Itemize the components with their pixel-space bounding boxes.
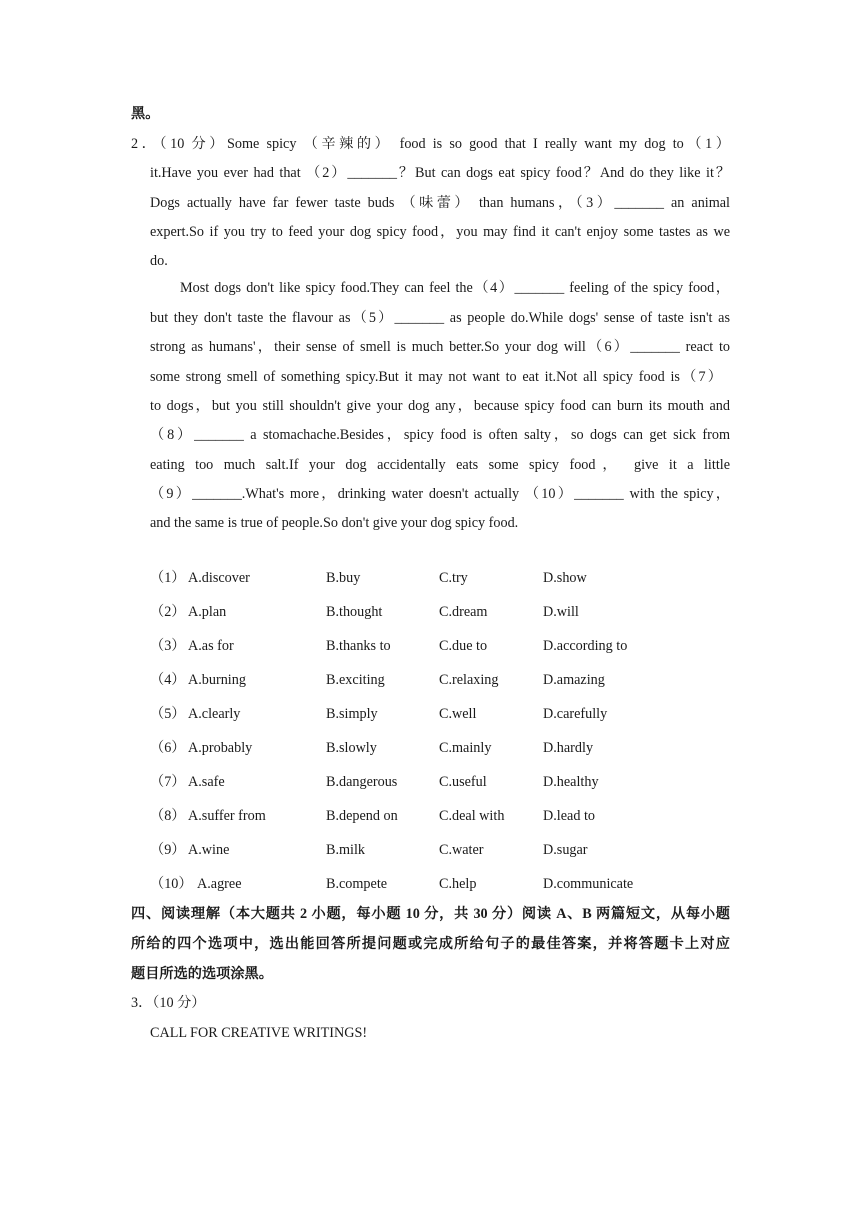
option-d: D.show xyxy=(543,570,587,586)
option-b: B.slowly xyxy=(326,740,377,756)
option-c: C.water xyxy=(439,842,484,858)
passage-line: do. xyxy=(150,253,168,269)
option-c: C.well xyxy=(439,706,477,722)
passage-line: and the same is true of people.So don't give your dog spicy food. xyxy=(150,515,519,531)
option-b: B.thanks to xyxy=(326,638,391,654)
option-c: C.due to xyxy=(439,638,488,654)
option-d: D.communicate xyxy=(543,876,634,892)
option-a: A.safe xyxy=(188,774,225,790)
option-c: C.deal with xyxy=(439,808,505,824)
option-a: A.as for xyxy=(188,638,234,654)
top-fragment: 黑。 xyxy=(131,106,160,122)
passage-line: （9）_______.What's more，drinking water doesn't actually （10）_______ with the spicy， xyxy=(150,486,730,502)
option-number: （9） xyxy=(150,842,186,858)
option-b: B.buy xyxy=(326,570,361,586)
passage-line: to dogs，but you still shouldn't give your dog any，because spicy food can burn its mouth and xyxy=(150,398,730,414)
option-b: B.milk xyxy=(326,842,366,858)
option-b: B.compete xyxy=(326,876,388,892)
option-c: C.dream xyxy=(439,604,488,620)
option-a: A.clearly xyxy=(188,706,241,722)
option-number: （8） xyxy=(150,808,186,824)
option-d: D.hardly xyxy=(543,740,594,756)
option-c: C.help xyxy=(439,876,477,892)
passage-line: Most dogs don't like spicy food.They can feel the（4）_______ feeling of the spicy food， xyxy=(180,280,730,296)
option-a: A.plan xyxy=(188,604,227,620)
option-d: D.sugar xyxy=(543,842,588,858)
option-c: C.try xyxy=(439,570,468,586)
section-4-heading: 四、阅读理解（本大题共 2 小题，每小题 10 分，共 30 分）阅读 A、B 两篇短文，从每小题 xyxy=(131,906,730,922)
passage-line: （8）_______ a stomachache.Besides，spicy food is often salty，so dogs can get sick from xyxy=(150,427,730,443)
option-b: B.dangerous xyxy=(326,774,398,790)
option-b: B.thought xyxy=(326,604,383,620)
option-a: A.agree xyxy=(197,876,242,892)
question-2-header: 2．（10 分）Some spicy （辛辣的） food is so good that I really want my dog to（1） xyxy=(131,136,730,152)
option-a: A.discover xyxy=(188,570,250,586)
option-a: A.probably xyxy=(188,740,253,756)
option-d: D.carefully xyxy=(543,706,608,722)
section-4-instructions: 所给的四个选项中，选出能回答所提问题或完成所给句子的最佳答案，并将答题卡上对应 xyxy=(131,936,730,952)
option-d: D.amazing xyxy=(543,672,605,688)
option-b: B.simply xyxy=(326,706,378,722)
option-c: C.mainly xyxy=(439,740,492,756)
option-number: （10） xyxy=(150,876,193,892)
option-a: A.burning xyxy=(188,672,246,688)
option-b: B.exciting xyxy=(326,672,385,688)
option-d: D.lead to xyxy=(543,808,596,824)
option-number: （6） xyxy=(150,740,186,756)
passage-line: expert.So if you try to feed your dog spicy food，you may find it can't enjoy some tastes as we xyxy=(150,224,730,240)
option-number: （4） xyxy=(150,672,186,688)
passage-line: it.Have you ever had that （2）_______？But can dogs eat spicy food？And do they like it？ xyxy=(150,165,731,181)
option-number: （2） xyxy=(150,604,186,620)
option-a: A.suffer from xyxy=(188,808,266,824)
option-c: C.useful xyxy=(439,774,487,790)
question-3-title: CALL FOR CREATIVE WRITINGS! xyxy=(150,1025,368,1041)
option-a: A.wine xyxy=(188,842,230,858)
option-d: D.will xyxy=(543,604,579,620)
passage-line: some strong smell of something spicy.But it may not want to eat it.Not all spicy food is（7） xyxy=(150,369,722,385)
option-d: D.healthy xyxy=(543,774,599,790)
option-number: （7） xyxy=(150,774,186,790)
option-number: （5） xyxy=(150,706,186,722)
option-b: B.depend on xyxy=(326,808,398,824)
section-4-instructions: 题目所选的选项涂黑。 xyxy=(131,966,273,982)
option-number: （1） xyxy=(150,570,186,586)
passage-line: but they don't taste the flavour as（5）_______ as people do.While dogs' sense of taste isn't as xyxy=(150,310,730,326)
passage-line: eating too much salt.If your dog accidentally eats some spicy food， give it a little xyxy=(150,457,730,473)
passage-line: Dogs actually have far fewer taste buds （味蕾） than humans，（3）_______ an animal xyxy=(150,195,730,211)
option-d: D.according to xyxy=(543,638,628,654)
option-number: （3） xyxy=(150,638,186,654)
option-c: C.relaxing xyxy=(439,672,499,688)
passage-line: strong as humans'，their sense of smell is much better.So your dog will（6）_______ react to xyxy=(150,339,730,355)
question-3-header: 3．（10 分） xyxy=(131,995,206,1011)
